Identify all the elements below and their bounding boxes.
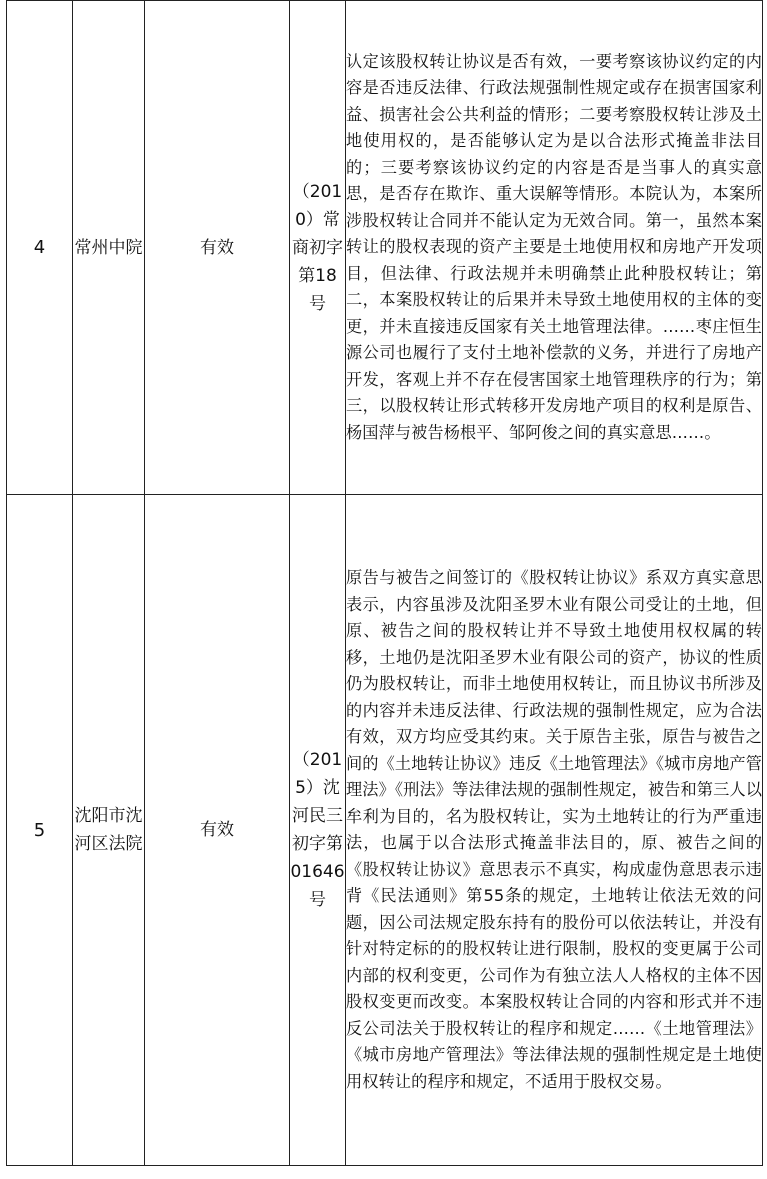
case-table (6, 0, 763, 1166)
court-name: 沈阳市沈河区法院 (73, 495, 145, 1166)
court-reasoning: 认定该股权转让协议是否有效，一要考察该协议约定的内容是否违反法律、行政法规强制性规定或存在损害国家利益、损害社会公共利益的情形；二要考察股权转让涉及土地使用权的，是否能够认定为是以合法形式掩盖非法目的；三要考察该协议约定的内容是否是当事人的真实意思，是否存在欺诈、重大误解等情形。本院认为，本案所涉股权转让合同并不能认定为无效合同。第一，虽然本案转让的股权表现的资产主要是土地使用权和房地产开发项目，但法律、行政法规并未明确禁止此种股权转让；第二，本案股权转让的后果并未导致土地使用权的主体的变更，并未直接违反国家有关土地管理法律。……枣庄恒生源公司也履行了支付土地补偿款的义务，并进行了房地产开发，客观上并不存在侵害国家土地管理秩序的行为；第三，以股权转让形式转移开发房地产项目的权利是原告、杨国萍与被告杨根平、邹阿俊之间的真实意思……。 (346, 1, 763, 495)
row-index: 4 (7, 1, 73, 495)
row-index: 5 (7, 495, 73, 1166)
case-number: （2010）常商初字第18号 (290, 1, 346, 495)
court-name: 常州中院 (73, 1, 145, 495)
court-reasoning: 原告与被告之间签订的《股权转让协议》系双方真实意思表示，内容虽涉及沈阳圣罗木业有限公司受让的土地，但原、被告之间的股权转让并不导致土地使用权权属的转移，土地仍是沈阳圣罗木业有限公司的资产，协议的性质仍为股权转让，而非土地使用权转让，而且协议书所涉及的内容并未违反法律、行政法规的强制性规定，应为合法有效，双方均应受其约束。关于原告主张，原告与被告之间的《土地转让协议》违反《土地管理法》《城市房地产管理法》《刑法》等法律法规的强制性规定，被告和第三人以牟利为目的，名为股权转让，实为土地转让的行为严重违法，也属于以合法形式掩盖非法目的，原、被告之间的《股权转让协议》意思表示不真实，构成虚伪意思表示违背《民法通则》第55条的规定，土地转让依法无效的问题，因公司法规定股东持有的股份可以依法转让，并没有针对特定标的的股权转让进行限制，股权的变更属于公司内部的权利变更，公司作为有独立法人人格权的主体不因股权变更而改变。本案股权转让合同的内容和形式并不违反公司法关于股权转让的程序和规定……《土地管理法》《城市房地产管理法》等法律法规的强制性规定是土地使用权转让的程序和规定，不适用于股权交易。 (346, 495, 763, 1166)
validity-status: 有效 (145, 1, 290, 495)
table-row (7, 1, 763, 495)
case-number: （2015）沈河民三初字第01646号 (290, 495, 346, 1166)
validity-status: 有效 (145, 495, 290, 1166)
table-row (7, 495, 763, 1166)
